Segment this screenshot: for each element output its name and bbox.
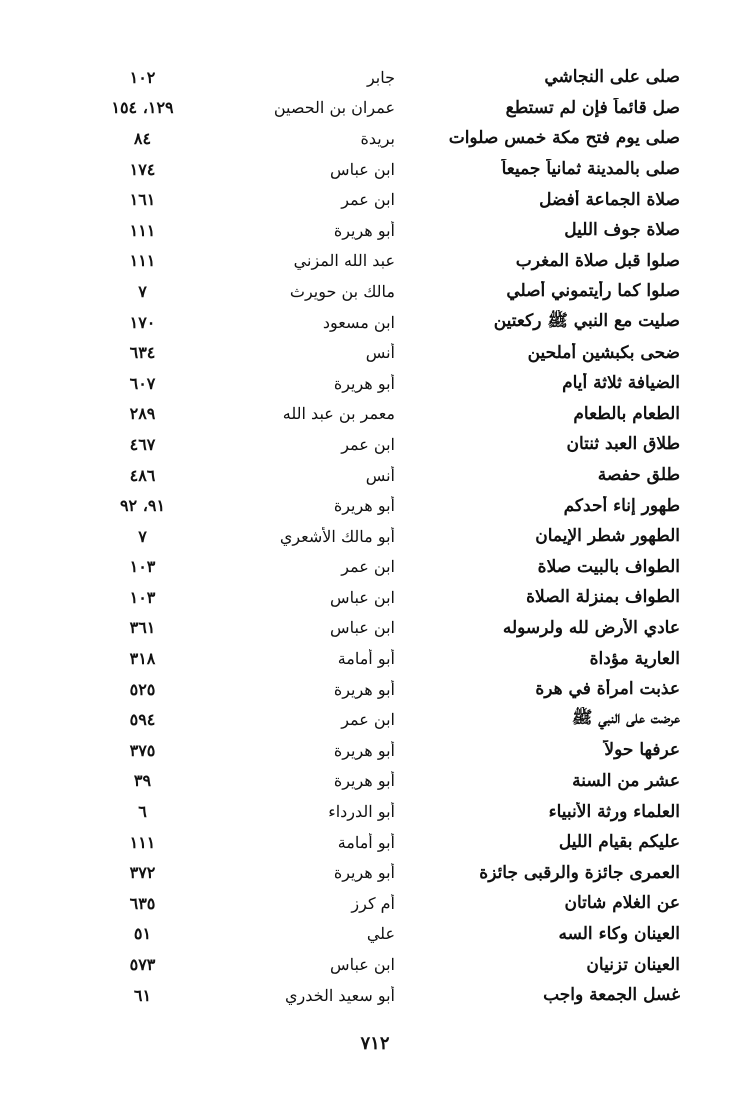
- hadith-text: صليت مع النبي ﷺ ركعتين: [493, 310, 680, 331]
- page-reference: ٣٧٢: [129, 863, 156, 883]
- narrator-name: ابن عمر: [341, 710, 395, 730]
- index-row: [90, 643, 680, 674]
- hadith-text: صلى على النجاشي: [544, 67, 680, 88]
- index-row: [90, 919, 680, 950]
- page-reference: ٦٠٧: [129, 373, 156, 393]
- page-reference: ٦: [138, 802, 147, 822]
- hadith-text: صل قائماً فإن لم تستطع: [505, 97, 680, 118]
- index-row: [90, 704, 680, 735]
- page-reference: ٣٦١: [129, 618, 156, 638]
- page-reference: ١٧٠: [129, 312, 156, 332]
- narrator-name: معمر بن عبد الله: [282, 404, 395, 424]
- narrator-name: أنس: [365, 465, 395, 485]
- page-reference: ١٠٣: [129, 557, 156, 577]
- hadith-text: طهور إناء أحدكم: [563, 495, 680, 516]
- index-row: [90, 766, 680, 797]
- index-row: [90, 184, 680, 215]
- narrator-name: أبو هريرة: [333, 373, 395, 393]
- page-reference: ٥٩٤: [129, 710, 156, 730]
- hadith-text: طلاق العبد ثنتان: [566, 434, 680, 455]
- narrator-name: ابن مسعود: [322, 312, 395, 332]
- index-row: [90, 857, 680, 888]
- narrator-name: ابن عمر: [341, 557, 395, 577]
- index-row: [90, 796, 680, 827]
- page-number: ٧١٢: [360, 1033, 390, 1054]
- index-row: [90, 827, 680, 858]
- hadith-text: العينان تزنيان: [586, 954, 680, 975]
- hadith-text: صلى بالمدينة ثمانياً جميعاً: [501, 159, 680, 180]
- index-row: [90, 582, 680, 613]
- hadith-text: صلوا كما رأيتموني أصلي: [506, 281, 680, 302]
- page-reference: ٥١: [133, 924, 152, 944]
- page-reference: ٦٣٤: [129, 343, 156, 363]
- hadith-text: ضحى بكبشين أملحين: [527, 342, 680, 363]
- page-reference: ٥٢٥: [129, 679, 156, 699]
- index-row: [90, 613, 680, 644]
- hadith-text: عادي الأرض لله ولرسوله: [502, 617, 680, 638]
- index-row: [90, 246, 680, 277]
- page-reference: ٩١، ٩٢: [119, 496, 166, 516]
- hadith-text: الطواف بمنزلة الصلاة: [526, 587, 680, 608]
- narrator-name: علي: [366, 924, 395, 944]
- narrator-name: أبو هريرة: [333, 740, 395, 760]
- index-row: [90, 521, 680, 552]
- narrator-name: عبد الله المزني: [293, 251, 395, 271]
- hadith-text: عذبت امرأة في هرة: [535, 679, 680, 700]
- index-row: [90, 368, 680, 399]
- index-row: [90, 154, 680, 185]
- page-reference: ٣١٨: [129, 649, 156, 669]
- hadith-text: العلماء ورثة الأنبياء: [548, 801, 680, 822]
- page-reference: ١١١: [129, 832, 156, 852]
- page-reference: ٤٨٦: [129, 465, 156, 485]
- page-reference: ٦١: [133, 985, 152, 1005]
- page-reference: ١١١: [129, 251, 156, 271]
- index-row: [90, 399, 680, 430]
- page-reference: ١٦١: [129, 190, 156, 210]
- hadith-text: الطعام بالطعام: [573, 403, 680, 424]
- narrator-name: عمران بن الحصين: [273, 98, 395, 118]
- page-reference: ٧: [138, 281, 147, 301]
- narrator-name: أبو هريرة: [333, 863, 395, 883]
- index-row: [90, 123, 680, 154]
- page-reference: ٧: [138, 526, 147, 546]
- page-reference: ٢٨٩: [129, 404, 156, 424]
- hadith-text: الطواف بالبيت صلاة: [537, 556, 680, 577]
- narrator-name: أم كرز: [351, 893, 395, 913]
- narrator-name: ابن عمر: [341, 190, 395, 210]
- narrator-name: ابن عباس: [330, 159, 395, 179]
- narrator-name: ابن عمر: [341, 434, 395, 454]
- hadith-text: صلى يوم فتح مكة خمس صلوات: [448, 128, 680, 149]
- narrator-name: ابن عباس: [330, 587, 395, 607]
- narrator-name: أبو الدرداء: [328, 802, 395, 822]
- index-row: [90, 980, 680, 1011]
- hadith-text: عن الغلام شاتان: [564, 893, 680, 914]
- index-row: [90, 215, 680, 246]
- narrator-name: أبو هريرة: [333, 496, 395, 516]
- index-row: [90, 674, 680, 705]
- index-row: [90, 490, 680, 521]
- page-reference: ٤٦٧: [129, 434, 156, 454]
- index-row: [90, 735, 680, 766]
- hadith-text: صلاة جوف الليل: [564, 220, 680, 241]
- page-reference: ١٠٣: [129, 587, 156, 607]
- narrator-name: أبو أمامة: [337, 649, 395, 669]
- page-reference: ٥٧٣: [129, 955, 156, 975]
- index-row: [90, 888, 680, 919]
- hadith-text: العارية مؤداة: [589, 648, 680, 669]
- narrator-name: أبو أمامة: [337, 832, 395, 852]
- index-row: [90, 93, 680, 124]
- hadith-text: العمرى جائزة والرقبى جائزة: [479, 862, 680, 883]
- index-row: [90, 307, 680, 338]
- hadith-text: العينان وكاء السه: [558, 923, 680, 944]
- hadith-text: عرضت على النبي ﷺ: [571, 708, 680, 729]
- hadith-text: غسل الجمعة واجب: [543, 985, 680, 1006]
- hadith-text: طلق حفصة: [597, 465, 680, 486]
- narrator-name: مالك بن حويرث: [289, 281, 395, 301]
- index-row: [90, 276, 680, 307]
- narrator-name: ابن عباس: [330, 955, 395, 975]
- narrator-name: أبو هريرة: [333, 220, 395, 240]
- page-reference: ٨٤: [133, 128, 152, 148]
- hadith-text: عليكم بقيام الليل: [558, 832, 680, 853]
- index-row: [90, 62, 680, 93]
- page-reference: ٣٧٥: [129, 740, 156, 760]
- index-row: [90, 460, 680, 491]
- hadith-text: صلاة الجماعة أفضل: [539, 189, 680, 210]
- narrator-name: أبو هريرة: [333, 679, 395, 699]
- narrator-name: أبو مالك الأشعري: [279, 526, 395, 546]
- index-row: [90, 949, 680, 980]
- hadith-text: عرفها حولاً: [604, 740, 680, 761]
- hadith-text: الضيافة ثلاثة أيام: [562, 373, 680, 394]
- page-reference: ١١١: [129, 220, 156, 240]
- hadith-text: عشر من السنة: [572, 770, 680, 791]
- page-reference: ١٧٤: [129, 159, 156, 179]
- page-reference: ١٢٩، ١٥٤: [111, 98, 174, 118]
- narrator-name: أبو سعيد الخدري: [285, 985, 395, 1005]
- page-reference: ١٠٢: [129, 67, 156, 87]
- hadith-text: الطهور شطر الإيمان: [535, 526, 680, 547]
- narrator-name: جابر: [366, 67, 395, 87]
- narrator-name: ابن عباس: [330, 618, 395, 638]
- page-reference: ٣٩: [133, 771, 152, 791]
- page-reference: ٦٣٥: [129, 893, 156, 913]
- index-row: [90, 552, 680, 583]
- narrator-name: بريدة: [360, 128, 395, 148]
- index-row: [90, 429, 680, 460]
- narrator-name: أنس: [365, 343, 395, 363]
- index-row: [90, 337, 680, 368]
- narrator-name: أبو هريرة: [333, 771, 395, 791]
- hadith-index-table: [90, 62, 680, 1010]
- hadith-text: صلوا قبل صلاة المغرب: [515, 250, 680, 271]
